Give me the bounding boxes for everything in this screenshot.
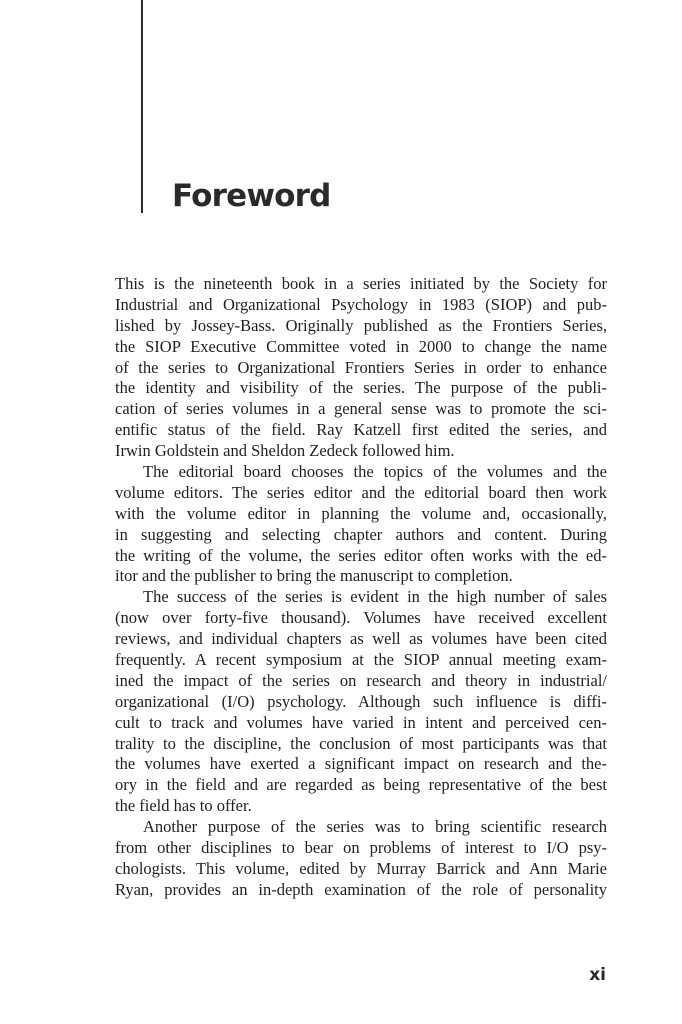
text-line: reviews, and individual chapters as well as volumes have been cited xyxy=(115,629,607,649)
text-line: with the volume editor in planning the volume and, occasionally, xyxy=(115,503,607,523)
text-line: Ryan, provides an in-depth examination of the role of personality xyxy=(115,879,607,899)
text-line: cult to track and volumes have varied in intent and perceived cen- xyxy=(115,712,607,732)
text-line: The success of the series is evident in the high number of sales xyxy=(143,587,607,607)
text-line: the identity and visibility of the series. The purpose of the publi- xyxy=(115,378,607,398)
chapter-title: Foreword xyxy=(172,178,331,214)
text-line: of the series to Organizational Frontiers Series in order to enhance xyxy=(115,357,607,377)
text-line: Irwin Goldstein and Sheldon Zedeck followed him. xyxy=(115,441,455,461)
text-line: in suggesting and selecting chapter authors and content. During xyxy=(115,524,607,544)
text-line: from other disciplines to bear on problems of interest to I/O psy- xyxy=(115,838,607,858)
text-line: the volumes have exerted a significant impact on research and the- xyxy=(115,754,607,774)
text-line: ory in the field and are regarded as being representative of the best xyxy=(115,775,607,795)
text-line: ined the impact of the series on research and theory in industrial/ xyxy=(115,670,607,690)
text-line: the SIOP Executive Committee voted in 2000 to change the name xyxy=(115,336,607,356)
text-line: frequently. A recent symposium at the SIOP annual meeting exam- xyxy=(115,650,607,670)
chapter-rule xyxy=(141,0,143,213)
text-line: Industrial and Organizational Psychology in 1983 (SIOP) and pub- xyxy=(115,294,607,314)
text-line: the writing of the volume, the series editor often works with the ed- xyxy=(115,545,607,565)
text-line: (now over forty-five thousand). Volumes have received excellent xyxy=(115,608,607,628)
text-line: cation of series volumes in a general sense was to promote the sci- xyxy=(115,399,607,419)
text-line: trality to the discipline, the conclusion of most participants was that xyxy=(115,733,607,753)
text-line: organizational (I/O) psychology. Although such influence is diffi- xyxy=(115,691,607,711)
text-line: volume editors. The series editor and the editorial board then work xyxy=(115,482,607,502)
text-line: Another purpose of the series was to bring scientific research xyxy=(143,817,607,837)
text-line: the field has to offer. xyxy=(115,796,252,816)
text-line: The editorial board chooses the topics of the volumes and the xyxy=(143,462,607,482)
text-line: lished by Jossey-Bass. Originally published as the Frontiers Series, xyxy=(115,315,607,335)
text-line: itor and the publisher to bring the manuscript to completion. xyxy=(115,566,513,586)
page-number: xi xyxy=(589,965,606,985)
body-text xyxy=(115,274,607,901)
text-line: This is the nineteenth book in a series initiated by the Society for xyxy=(115,274,607,293)
text-line: chologists. This volume, edited by Murray Barrick and Ann Marie xyxy=(115,858,607,878)
text-line: entific status of the field. Ray Katzell first edited the series, and xyxy=(115,420,607,440)
